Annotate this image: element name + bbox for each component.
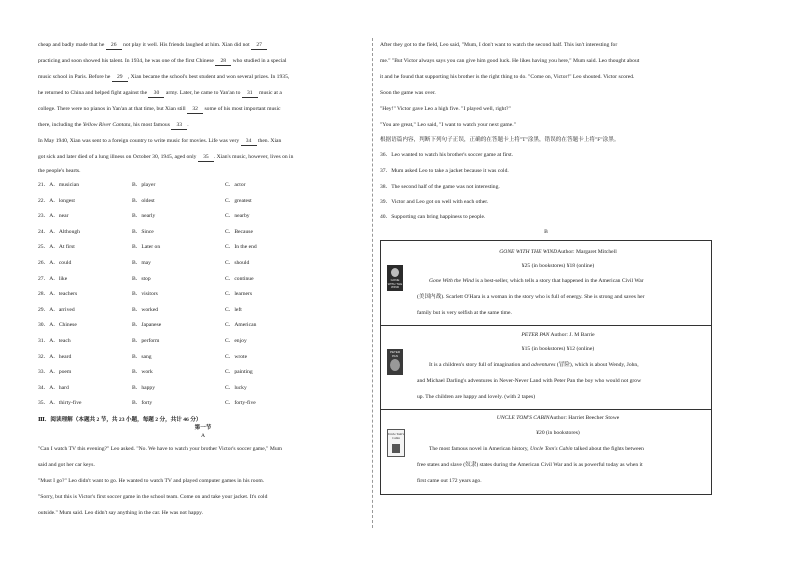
passage-line: me." "But Victor always says you can give him good luck. He likes having you here," Mum said. Leo thought about bbox=[380, 58, 640, 64]
blank-30: 30 bbox=[148, 90, 164, 98]
passage-label: A bbox=[200, 433, 206, 439]
book-price: ¥25 (in bookstores) ¥18 (online) bbox=[521, 263, 595, 269]
book-desc-line: free states and slave (奴隶) states during the American Civil War and is as powerful today as when it bbox=[417, 462, 643, 468]
option-23-b: B．nearly bbox=[132, 213, 156, 220]
book-desc-line: first came out 172 years ago. bbox=[417, 478, 482, 484]
subsection-heading: 第一节 bbox=[194, 425, 212, 431]
option-26-a: 26．A．could bbox=[38, 260, 72, 266]
column-divider bbox=[372, 38, 373, 528]
book-cover-image: GONE WITH THE WIND bbox=[387, 265, 403, 291]
option-22-c: C．greatest bbox=[225, 197, 252, 204]
option-27-c: C．continue bbox=[225, 275, 254, 282]
option-24-a: 24．A．Although bbox=[38, 228, 80, 235]
passage-line: Soon the game was over. bbox=[380, 90, 436, 96]
passage-line: there, including the Yellow River Cantata, his most famous 33 . bbox=[38, 122, 189, 128]
option-24-c: C．Because bbox=[225, 228, 253, 235]
blank-27: 27 bbox=[251, 42, 267, 50]
option-27-a: 27．A．like bbox=[38, 275, 68, 282]
book-desc-line: The most famous novel in American history, Uncle Tom's Cabin talked about the fights between bbox=[429, 446, 644, 452]
option-28-c: C．learners bbox=[225, 291, 253, 298]
passage-line: college. There were no pianos in Yan'an at that time, but Xian still 32 some of his most important music bbox=[38, 106, 281, 112]
option-35-a: 35．A．thirty-five bbox=[38, 400, 82, 407]
passage-line: music school in Paris. Before he 29 , Xian became the school's best student and won several prizes. In 1935, bbox=[38, 74, 290, 80]
option-26-b: B．may bbox=[132, 260, 151, 266]
book-cover-image: Uncle Tom's Cabin bbox=[387, 429, 405, 457]
option-33-b: B．work bbox=[132, 369, 153, 376]
option-32-b: B．sang bbox=[132, 353, 152, 360]
passage-line: said and got her car keys. bbox=[38, 462, 95, 468]
option-27-b: B．stop bbox=[132, 275, 151, 282]
option-35-b: B．forty bbox=[132, 400, 153, 407]
blank-28: 28 bbox=[215, 58, 231, 66]
book-table bbox=[380, 240, 712, 495]
section-heading: Ⅲ．阅读理解（本题共 2 节，共 23 小题，每题 2 分，共计 46 分） bbox=[38, 417, 202, 423]
option-34-c: C．lucky bbox=[225, 384, 247, 391]
blank-34: 34 bbox=[241, 138, 257, 146]
book-title-line: UNCLE TOM'S CABINAuthor: Harriet Beecher Stowe bbox=[496, 415, 620, 421]
book-cover-image: PETER PAN bbox=[387, 349, 403, 375]
option-22-b: B．oldest bbox=[132, 197, 155, 204]
instruction-line: 根据语篇内容，判断下列句子正误，正确的在答题卡上将"T"涂黑，错误的在答题卡上将"F"涂黑。 bbox=[380, 137, 620, 143]
book-price: ¥15 (in bookstores) ¥12 (online) bbox=[521, 346, 595, 352]
book-row-gone-with-the-wind bbox=[381, 241, 711, 326]
book-title-line: PETER PAN Author: J. M Barrie bbox=[521, 332, 595, 338]
option-23-c: C．nearby bbox=[225, 213, 250, 220]
option-25-b: B．Later on bbox=[132, 244, 161, 251]
passage-line: "Hey!" Victor gave Leo a high five. "I played well, right?" bbox=[380, 106, 511, 112]
option-21-a: 21．A．musician bbox=[38, 182, 80, 188]
option-33-c: C．painting bbox=[225, 369, 253, 376]
option-35-c: C．forty-five bbox=[225, 400, 256, 407]
option-29-b: B．worked bbox=[132, 306, 159, 313]
passage-line: "You are great," Leo said, "I want to watch your next game." bbox=[380, 122, 516, 128]
passage-line: "Can I watch TV this evening?" Leo asked. "No. We have to watch your brother Victor's soccer game," Mum bbox=[38, 446, 282, 452]
book-desc-line: family but is very selfish at the same time. bbox=[417, 310, 512, 316]
option-30-b: B．Japanese bbox=[132, 322, 162, 329]
blank-33: 33 bbox=[171, 122, 187, 130]
option-25-a: 25．A．At first bbox=[38, 244, 75, 251]
option-28-a: 28．A．teachers bbox=[38, 291, 78, 298]
book-title-line: GONE WITH THE WINDAuthor: Margaret Mitchell bbox=[499, 249, 617, 255]
option-31-b: B．perform bbox=[132, 338, 160, 344]
passage-line: practicing and soon showed his talent. In 1934, he was one of the first Chinese 28 who studied in a special bbox=[38, 58, 287, 64]
option-24-b: B．Since bbox=[132, 228, 154, 235]
blank-35: 35 bbox=[198, 154, 214, 162]
blank-32: 32 bbox=[187, 106, 203, 114]
option-21-c: C．actor bbox=[225, 182, 246, 188]
book-price: ¥20 (in bookstores) bbox=[536, 430, 580, 436]
option-32-a: 32．A．heard bbox=[38, 353, 72, 360]
passage-line: got sick and later died of a lung illness on October 30, 1945, aged only 35 . Xian's music, however, lives on in bbox=[38, 154, 294, 160]
option-34-a: 34．A．hard bbox=[38, 384, 69, 391]
blank-26: 26 bbox=[106, 42, 122, 50]
passage-line: outside." Mum said. Leo didn't say anything in the car. He was not happy. bbox=[38, 510, 203, 516]
option-23-a: 23．A．near bbox=[38, 213, 69, 220]
option-21-b: B．player bbox=[132, 182, 156, 188]
book-desc-line: Gone With the Wind is a best-seller, which tells a story that happened in the American Civil War bbox=[429, 278, 644, 284]
question-40: 40．Supporting can bring happiness to people. bbox=[380, 214, 486, 220]
option-31-a: 31．A．teach bbox=[38, 338, 71, 344]
option-30-a: 30．A．Chinese bbox=[38, 322, 77, 329]
option-22-a: 22．A．longest bbox=[38, 197, 75, 204]
blank-29: 29 bbox=[112, 74, 128, 82]
option-33-a: 33．A．poem bbox=[38, 369, 72, 376]
question-37: 37．Mum asked Leo to take a jacket because it was cold. bbox=[380, 168, 509, 174]
option-26-c: C．should bbox=[225, 260, 250, 266]
option-29-c: C．left bbox=[225, 306, 242, 313]
passage-line: he returned to China and helped fight against the 30 army. Later, he came to Yan'an to 31 music at a bbox=[38, 90, 282, 96]
book-desc-line: (美国内战). Scarlett O'Hara is a woman in the story who is full of energy. She is strong and saves her bbox=[417, 294, 645, 300]
book-desc-line: and Michael Darling's adventures in Never-Never Land with Peter Pan the boy who would not grow bbox=[417, 378, 642, 384]
passage-label: B bbox=[544, 229, 548, 235]
passage-line: In May 1940, Xian was sent to a foreign country to write music for movies. Life was very 34 then. Xian bbox=[38, 138, 282, 144]
passage-line: "Sorry, but this is Victor's first soccer game in the school team. Come on and take your jacket. It's cold bbox=[38, 494, 268, 500]
passage-line: the people's hearts. bbox=[38, 168, 81, 174]
book-row-uncle-toms-cabin bbox=[381, 409, 711, 494]
book-desc-line: up. The children are happy and lovely. (with 2 tapes) bbox=[417, 394, 536, 400]
option-25-c: C．In the end bbox=[225, 244, 257, 251]
passage-line: cheap and badly made that he 26 not play it well. His friends laughed at him. Xian did not 27 bbox=[38, 42, 267, 50]
book-desc-line: It is a children's story full of imagination and adventures (冒险), which is about Wendy, John, bbox=[429, 362, 639, 368]
blank-31: 31 bbox=[242, 90, 258, 98]
option-30-c: C．American bbox=[225, 322, 257, 329]
passage-line: After they got to the field, Leo said, "Mum, I don't want to watch the second half. This isn't interesting for bbox=[380, 42, 618, 48]
option-34-b: B．happy bbox=[132, 384, 155, 391]
passage-line: "Must I go?" Leo didn't want to go. He wanted to watch TV and played computer games in his room. bbox=[38, 478, 265, 484]
question-39: 39．Victor and Leo got on well with each other. bbox=[380, 199, 489, 205]
option-29-a: 29．A．arrived bbox=[38, 306, 75, 313]
question-38: 38．The second half of the game was not interesting. bbox=[380, 184, 500, 190]
option-32-c: C．wrote bbox=[225, 353, 248, 360]
question-36: 36．Leo wanted to watch his brother's soccer game at first. bbox=[380, 152, 514, 158]
option-31-c: C．enjoy bbox=[225, 338, 247, 344]
option-28-b: B．visitors bbox=[132, 291, 158, 298]
passage-line: it and he found that supporting his brother is the right thing to do. "Come on, Victor!" Leo shouted. Victor scored. bbox=[380, 74, 635, 80]
book-row-peter-pan bbox=[381, 325, 711, 410]
